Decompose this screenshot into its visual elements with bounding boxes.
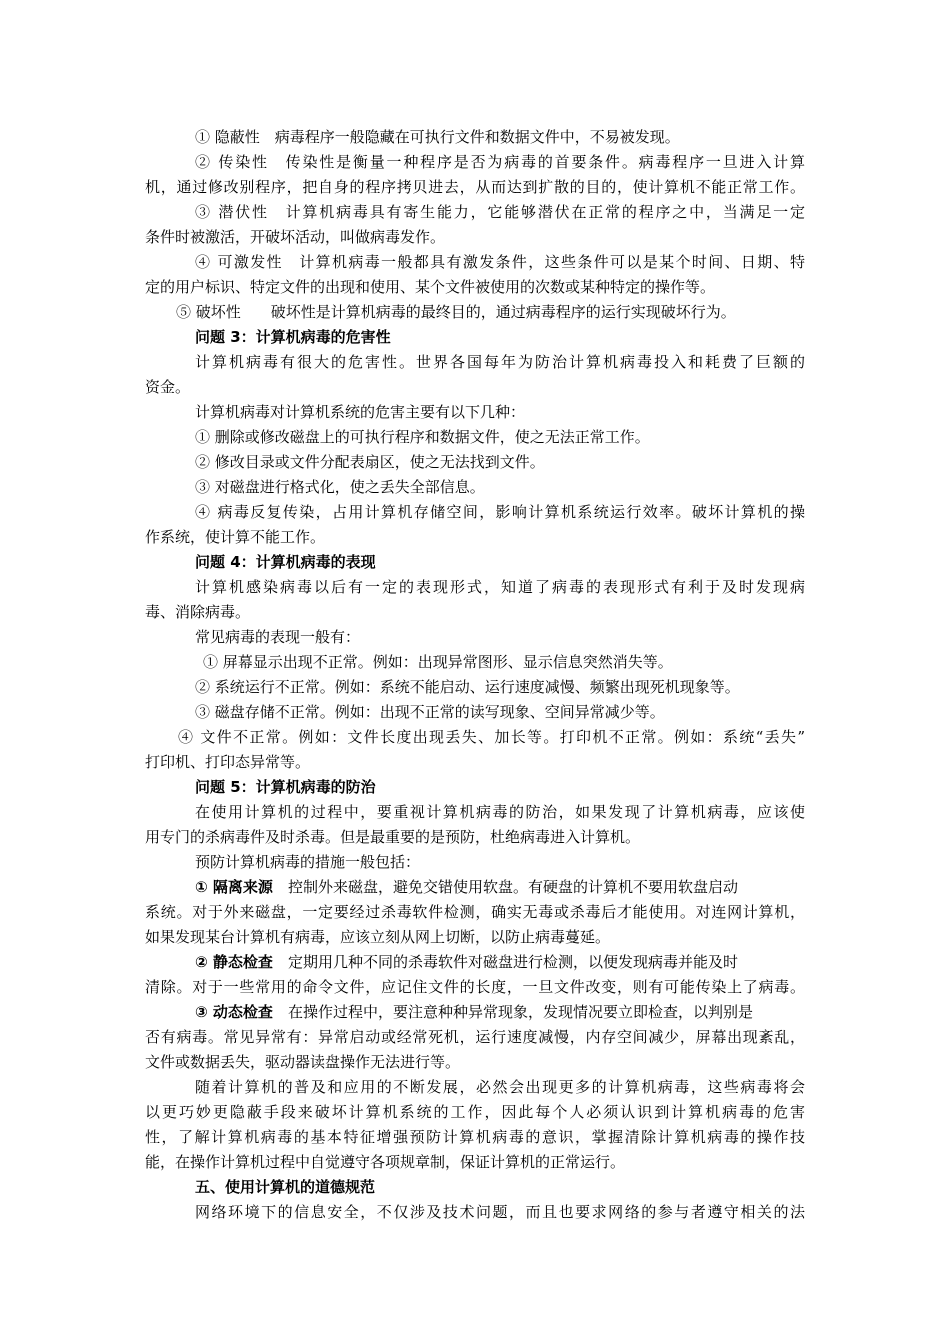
para-line: 定的用户标识、特定文件的出现和使用、某个文件被使用的次数或某种特定的操作等。 <box>145 278 716 296</box>
measure-label: ② 静态检查 <box>195 953 273 971</box>
chapter-heading <box>195 1175 805 1199</box>
para-line <box>195 950 805 974</box>
para-line: ① 隐蔽性 病毒程序一般隐藏在可执行文件和数据文件中，不易被发现。 <box>195 128 680 146</box>
section-heading <box>195 550 805 574</box>
para-line: 系统。对于外来磁盘，一定要经过杀毒软件检测，确实无毒或杀毒后才能使用。对连网计算机， <box>145 903 805 921</box>
para-line: ④ 可激发性 计算机病毒一般都具有激发条件，这些条件可以是某个时间、日期、特 <box>195 253 805 271</box>
para-line: 毒、消除病毒。 <box>145 603 251 621</box>
para-line: 用专门的杀病毒件及时杀毒。但是最重要的是预防，杜绝病毒进入计算机。 <box>145 828 641 846</box>
para-line: ⑤ 破坏性 破坏性是计算机病毒的最终目的，通过病毒程序的运行实现破坏行为。 <box>176 303 736 321</box>
para-line: 计算机病毒对计算机系统的危害主要有以下几种： <box>195 403 526 421</box>
para-line <box>195 875 805 899</box>
para-line: ④ 文件不正常。例如：文件长度出现丢失、加长等。打印机不正常。例如：系统“丢失” <box>178 728 805 746</box>
para-line: 文件或数据丢失，驱动器读盘操作无法进行等。 <box>145 1053 461 1071</box>
para-line: ③ 对磁盘进行格式化，使之丢失全部信息。 <box>195 478 485 496</box>
para-line: 计算机感染病毒以后有一定的表现形式，知道了病毒的表现形式有利于及时发现病 <box>195 578 805 596</box>
para-line: ① 屏幕显示出现不正常。例如：出现异常图形、显示信息突然消失等。 <box>203 653 673 671</box>
para-line: ② 系统运行不正常。例如：系统不能启动、运行速度减慢、频繁出现死机现象等。 <box>195 678 740 696</box>
measure-text: 在操作过程中，要注意种种异常现象，发现情况要立即检查，以判别是 <box>287 1003 753 1021</box>
para-line: 随着计算机的普及和应用的不断发展，必然会出现更多的计算机病毒，这些病毒将会 <box>195 1078 805 1096</box>
para-line: 否有病毒。常见异常有：异常启动或经常死机，运行速度减慢，内存空间减少，屏幕出现紊乱， <box>145 1028 805 1046</box>
heading-text: 问题 4：计算机病毒的表现 <box>195 553 376 571</box>
para-line: 预防计算机病毒的措施一般包括： <box>195 853 421 871</box>
heading-text: 问题 3：计算机病毒的危害性 <box>195 328 391 346</box>
para-line: 作系统，使计算不能工作。 <box>145 528 326 546</box>
para-line: ① 删除或修改磁盘上的可执行程序和数据文件，使之无法正常工作。 <box>195 428 650 446</box>
para-line: 机，通过修改别程序，把自身的程序拷贝进去，从而达到扩散的目的，使计算机不能正常工作。 <box>145 178 805 196</box>
measure-label: ① 隔离来源 <box>195 878 273 896</box>
para-line: ③ 潜伏性 计算机病毒具有寄生能力，它能够潜伏在正常的程序之中，当满足一定 <box>195 203 805 221</box>
heading-text: 问题 5：计算机病毒的防治 <box>195 778 376 796</box>
para-line: 常见病毒的表现一般有： <box>195 628 361 646</box>
para-line: 资金。 <box>145 378 191 396</box>
para-line: 性，了解计算机病毒的基本特征增强预防计算机病毒的意识，掌握清除计算机病毒的操作技 <box>145 1128 805 1146</box>
para-line: 打印机、打印态异常等。 <box>145 753 311 771</box>
heading-text: 五、使用计算机的道德规范 <box>195 1178 376 1196</box>
measure-text: 控制外来磁盘，避免交错使用软盘。有硬盘的计算机不要用软盘启动 <box>287 878 738 896</box>
para-line: 网络环境下的信息安全，不仅涉及技术问题，而且也要求网络的参与者遵守相关的法 <box>195 1203 805 1221</box>
para-line: ② 修改目录或文件分配表扇区，使之无法找到文件。 <box>195 453 545 471</box>
measure-text: 定期用几种不同的杀毒软件对磁盘进行检测，以便发现病毒并能及时 <box>287 953 738 971</box>
para-line: ④ 病毒反复传染，占用计算机存储空间，影响计算机系统运行效率。破坏计算机的操 <box>195 503 805 521</box>
para-line: 清除。对于一些常用的命令文件，应记住文件的长度，一旦文件改变，则有可能传染上了病毒。 <box>145 978 805 996</box>
para-line: 以更巧妙更隐蔽手段来破坏计算机系统的工作，因此每个人必须认识到计算机病毒的危害 <box>145 1103 805 1121</box>
para-line: ② 传染性 传染性是衡量一种程序是否为病毒的首要条件。病毒程序一旦进入计算 <box>195 153 805 171</box>
para-line: ③ 磁盘存储不正常。例如：出现不正常的读写现象、空间异常减少等。 <box>195 703 665 721</box>
para-line <box>195 1000 805 1024</box>
para-line: 计算机病毒有很大的危害性。世界各国每年为防治计算机病毒投入和耗费了巨额的 <box>195 353 805 371</box>
para-line: 条件时被激活，开破坏活动，叫做病毒发作。 <box>145 228 446 246</box>
para-line: 如果发现某台计算机有病毒，应该立刻从网上切断，以防止病毒蔓延。 <box>145 928 611 946</box>
para-line: 能，在操作计算机过程中自觉遵守各项规章制，保证计算机的正常运行。 <box>145 1153 626 1171</box>
section-heading <box>195 775 805 799</box>
section-heading <box>195 325 805 349</box>
measure-label: ③ 动态检查 <box>195 1003 273 1021</box>
para-line: 在使用计算机的过程中，要重视计算机病毒的防治，如果发现了计算机病毒，应该使 <box>195 803 805 821</box>
